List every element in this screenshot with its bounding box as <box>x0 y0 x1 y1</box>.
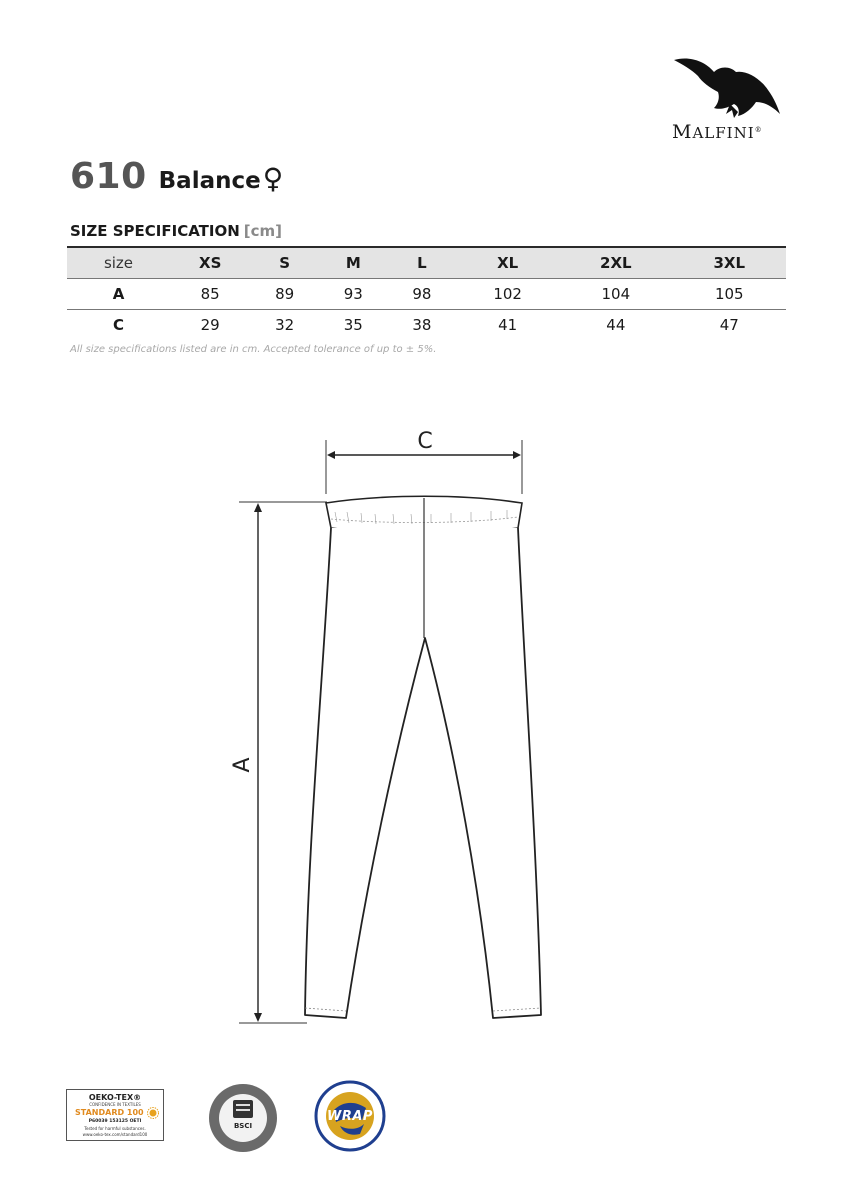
tolerance-note: All size specifications listed are in cm. Accepted tolerance of up to ± 5%. <box>70 344 437 355</box>
product-number: 610 <box>70 156 147 197</box>
row-label-a: A <box>112 285 125 303</box>
table-cell: 29 <box>200 316 220 334</box>
table-row <box>67 279 786 310</box>
leggings-drawing <box>225 420 555 1030</box>
bsci-seal-icon <box>207 1082 279 1154</box>
table-cell: 105 <box>714 285 744 303</box>
size-spec-unit: [cm] <box>243 222 282 240</box>
table-cell: 89 <box>275 285 295 303</box>
brand-name <box>672 121 763 143</box>
size-spec-heading <box>70 222 282 240</box>
header-cell-xl: XL <box>497 254 519 272</box>
brand-initial: M <box>672 121 693 143</box>
size-table <box>67 246 786 340</box>
size-spec-title: SIZE SPECIFICATION <box>70 222 240 240</box>
oeko-subtitle: CONFIDENCE IN TEXTILES <box>89 1102 141 1107</box>
row-label-c: C <box>112 316 124 334</box>
table-cell: 47 <box>719 316 739 334</box>
oeko-tex-badge <box>66 1089 164 1141</box>
table-cell: 41 <box>498 316 518 334</box>
header-cell-m: M <box>345 254 361 272</box>
table-cell: 85 <box>200 285 220 303</box>
product-title <box>70 156 283 200</box>
table-row <box>67 310 786 341</box>
eagle-icon <box>670 52 782 120</box>
header-cell-xs: XS <box>199 254 222 272</box>
oeko-title: OEKO-TEX® <box>88 1093 142 1102</box>
table-cell: 102 <box>493 285 522 303</box>
sun-icon <box>147 1107 159 1119</box>
wrap-badge <box>314 1080 386 1152</box>
bsci-badge <box>207 1082 279 1154</box>
wrap-label: WRAP <box>327 1109 373 1124</box>
table-cell: 104 <box>601 285 631 303</box>
table-cell: 38 <box>412 316 432 334</box>
product-name: Balance <box>158 168 261 194</box>
header-cell-l: L <box>417 254 427 272</box>
header-cell-2xl: 2XL <box>600 254 632 272</box>
table-cell: 32 <box>275 316 295 334</box>
registered-mark: ® <box>754 126 763 134</box>
dimension-a-label: A <box>230 757 255 773</box>
oeko-tested: Tested for harmful substances. <box>84 1126 146 1131</box>
oeko-code: P60039 153125 OETI <box>88 1119 142 1124</box>
brand-logo <box>664 52 794 147</box>
female-icon: ♀ <box>262 162 284 195</box>
table-cell: 44 <box>606 316 626 334</box>
size-table-header <box>67 247 786 279</box>
header-cell-size: size <box>103 254 134 272</box>
brand-rest: ALFINI <box>692 124 755 142</box>
dimension-c-label: C <box>417 429 433 454</box>
table-cell: 98 <box>412 285 432 303</box>
oeko-standard: STANDARD 100 <box>75 1108 144 1117</box>
oeko-url: www.oeko-tex.com/standard100 <box>82 1132 148 1137</box>
header-cell-s: S <box>279 254 291 272</box>
table-cell: 35 <box>343 316 363 334</box>
bsci-label: BSCI <box>233 1122 253 1130</box>
header-cell-3xl: 3XL <box>713 254 746 272</box>
table-cell: 93 <box>343 285 363 303</box>
